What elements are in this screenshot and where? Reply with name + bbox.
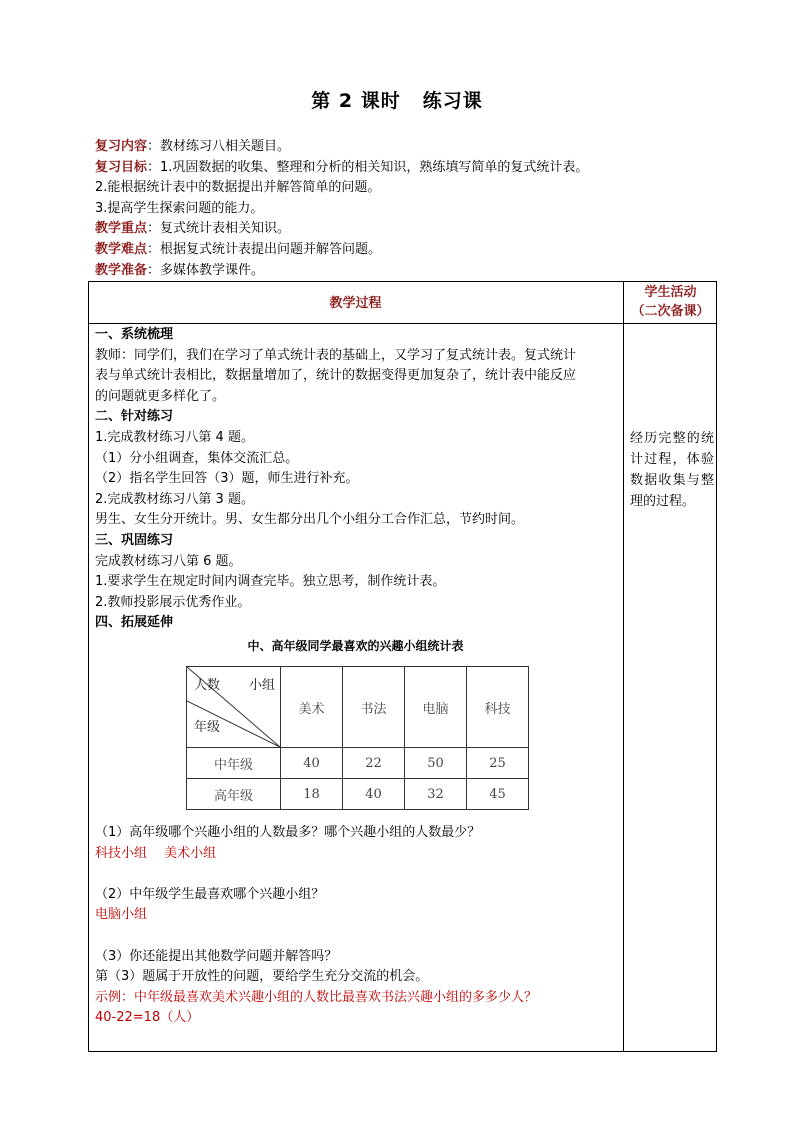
interest-group-table: [186, 666, 529, 810]
header-divider: [88, 323, 717, 324]
section-heading: 二、针对练习: [95, 409, 174, 425]
corner-label-grade: 年级: [194, 720, 221, 735]
intro-goal-3: 3.提高学生探索问题的能力。: [95, 200, 264, 216]
section-heading: 四、拓展延伸: [95, 615, 174, 631]
question-3-note: 第（3）题属于开放性的问题，要给学生充分交流的机会。: [95, 969, 429, 985]
corner-label-count: 人数: [194, 678, 221, 693]
answer-2: 电脑小组: [95, 907, 148, 923]
questions-block: [95, 823, 620, 1029]
paragraph-line: 1.要求学生在规定时间内调查完毕。独立思考，制作统计表。: [95, 574, 446, 590]
column-header: 美术: [281, 667, 343, 748]
answer-1: 科技小组 美术小组: [95, 845, 217, 861]
row-header: 高年级: [187, 779, 281, 810]
table-cell: 32: [405, 779, 467, 810]
process-header: 教学过程: [329, 296, 382, 311]
corner-label-group: 小组: [248, 678, 275, 693]
paragraph-line: （2）指名学生回答（3）题，师生进行补充。: [95, 471, 359, 487]
page-title: [0, 86, 794, 113]
intro-key-point: 教学重点：复式统计表相关知识。: [95, 221, 291, 237]
intro-preparation: 教学准备：多媒体教学课件。: [95, 262, 265, 278]
table-cell: 40: [281, 748, 343, 779]
paragraph-line: 完成教材练习八第 6 题。: [95, 553, 242, 569]
lesson-number: 第 2 课时: [311, 90, 401, 112]
column-divider: [623, 281, 624, 1052]
table-cell: 18: [281, 779, 343, 810]
student-activity-note: 经历完整的统计过程，体验数据收集与整理的过程。: [630, 431, 714, 509]
teaching-process: [95, 325, 620, 634]
example-calculation: 40-22=18（人）: [95, 1010, 200, 1026]
column-header: 书法: [343, 667, 405, 748]
lesson-intro: [95, 137, 735, 281]
section-heading: 一、系统梳理: [95, 327, 174, 342]
paragraph-line: 教师：同学们，我们在学习了单式统计表的基础上，又学习了复式统计表。复式统计: [95, 347, 577, 363]
intro-goal-2: 2.能根据统计表中的数据提出并解答简单的问题。: [95, 180, 381, 196]
paragraph-line: 1.完成教材练习八第 4 题。: [95, 429, 254, 445]
intro-content: 复习内容：教材练习八相关题目。: [95, 139, 291, 154]
lesson-name: 练习课: [422, 90, 483, 112]
question-3: （3）你还能提出其他数学问题并解答吗？: [95, 948, 338, 964]
table-cell: 40: [343, 779, 405, 810]
example-question: 示例：中年级最喜欢美术兴趣小组的人数比最喜欢书法兴趣小组的多多少人？: [95, 989, 538, 1005]
question-1: （1）高年级哪个兴趣小组的人数最多？哪个兴趣小组的人数最少？: [95, 825, 481, 840]
table-row: [187, 748, 529, 779]
paragraph-line: 男生、女生分开统计。男、女生都分出几个小组分工合作汇总，节约时间。: [95, 512, 525, 528]
table-cell: 25: [467, 748, 529, 779]
section-heading: 三、巩固练习: [95, 532, 174, 548]
activity-header: 学生活动 （二次备课）: [631, 285, 710, 319]
paragraph-line: 的问题就更多样化了。: [95, 388, 226, 404]
column-header: 科技: [467, 667, 529, 748]
intro-goal-1: 复习目标：1.巩固数据的收集、整理和分析的相关知识，熟练填写简单的复式统计表。: [95, 159, 589, 175]
column-header: 电脑: [405, 667, 467, 748]
paragraph-line: 2.完成教材练习八第 3 题。: [95, 491, 254, 507]
row-header: 中年级: [187, 748, 281, 779]
table-row: [187, 779, 529, 810]
stat-table-title: 中、高年级同学最喜欢的兴趣小组统计表: [247, 639, 464, 653]
paragraph-line: 2.教师投影展示优秀作业。: [95, 594, 251, 610]
table-cell: 50: [405, 748, 467, 779]
table-cell: 45: [467, 779, 529, 810]
corner-cell: [187, 667, 281, 748]
paragraph-line: 表与单式统计表相比，数据量增加了，统计的数据变得更加复杂了，统计表中能反应: [95, 368, 577, 384]
question-2: （2）中年级学生最喜欢哪个兴趣小组？: [95, 886, 325, 902]
paragraph-line: （1）分小组调查，集体交流汇总。: [95, 450, 299, 466]
table-cell: 22: [343, 748, 405, 779]
intro-difficulty: 教学难点：根据复式统计表提出问题并解答问题。: [95, 241, 382, 257]
